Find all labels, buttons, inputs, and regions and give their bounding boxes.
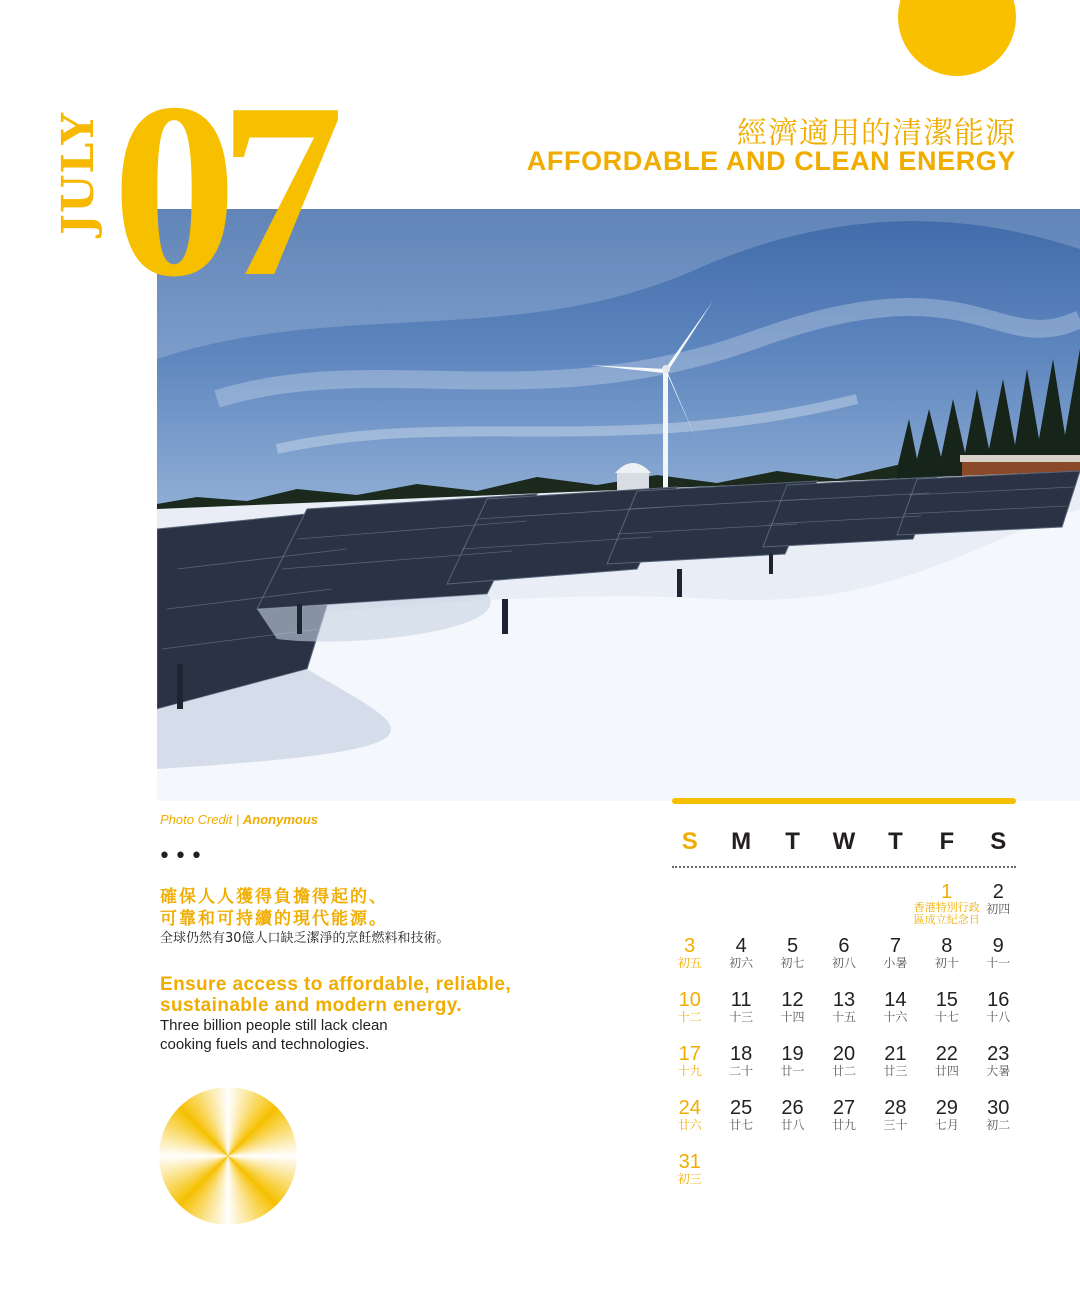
month-name: JULY bbox=[52, 111, 104, 235]
decorative-circle-top bbox=[898, 0, 1016, 76]
calendar-week-row bbox=[664, 990, 1024, 1044]
calendar-day-cell bbox=[921, 936, 972, 990]
goal-description-zh bbox=[160, 886, 580, 948]
calendar-day-number: 20 bbox=[832, 1043, 856, 1065]
goal-heading-zh-line1: 確保人人獲得負擔得起的、 bbox=[160, 887, 388, 907]
page-title-en: AFFORDABLE AND CLEAN ENERGY bbox=[526, 146, 1016, 176]
calendar-lunar-date: 二十 bbox=[729, 1064, 754, 1078]
calendar-day-number: 13 bbox=[832, 989, 856, 1011]
calendar-lunar-date: 七月 bbox=[934, 1118, 959, 1132]
calendar-empty-cell bbox=[715, 1152, 766, 1206]
calendar-day-cell bbox=[921, 1098, 972, 1152]
calendar-lunar-date: 廿三 bbox=[883, 1064, 908, 1078]
weekday-saturday: S bbox=[990, 828, 1007, 855]
calendar-day-cell bbox=[715, 990, 766, 1044]
calendar-empty-cell bbox=[664, 882, 715, 936]
calendar-lunar-date: 初八 bbox=[831, 956, 856, 970]
calendar-empty-cell bbox=[818, 1152, 869, 1206]
calendar-day-number: 9 bbox=[992, 935, 1004, 957]
calendar-day-cell bbox=[715, 1098, 766, 1152]
calendar-day-number: 4 bbox=[735, 935, 747, 957]
calendar-lunar-date: 廿六 bbox=[677, 1118, 702, 1132]
calendar-lunar-date: 十九 bbox=[677, 1064, 702, 1078]
calendar-week-row bbox=[664, 1152, 1024, 1206]
calendar-day-cell bbox=[921, 990, 972, 1044]
calendar-day-number: 2 bbox=[992, 881, 1004, 903]
calendar-lunar-date: 三十 bbox=[883, 1118, 908, 1132]
calendar-lunar-date: 初六 bbox=[729, 956, 754, 970]
calendar-lunar-date: 廿一 bbox=[780, 1064, 805, 1078]
calendar-day-number: 31 bbox=[678, 1151, 701, 1173]
calendar-grid bbox=[664, 882, 1024, 1206]
calendar-day-cell bbox=[664, 936, 715, 990]
calendar-lunar-date: 初三 bbox=[677, 1172, 702, 1186]
calendar-day-number: 6 bbox=[838, 935, 850, 957]
calendar-lunar-date: 十一 bbox=[986, 956, 1011, 970]
calendar-empty-cell bbox=[921, 1152, 972, 1206]
calendar-day-number: 7 bbox=[889, 935, 901, 957]
photo-credit bbox=[160, 812, 318, 827]
photo-credit-label: Photo Credit bbox=[160, 812, 233, 827]
calendar-day-number: 16 bbox=[987, 989, 1010, 1011]
month-number: 07 bbox=[112, 52, 326, 329]
calendar-day-cell bbox=[870, 936, 921, 990]
calendar-empty-cell bbox=[870, 1152, 921, 1206]
calendar-lunar-date: 小暑 bbox=[883, 956, 908, 970]
calendar-day-number: 19 bbox=[781, 1043, 804, 1065]
calendar-lunar-date: 十八 bbox=[986, 1010, 1011, 1024]
calendar-day-number: 22 bbox=[935, 1043, 958, 1065]
calendar-day-cell bbox=[973, 1098, 1024, 1152]
calendar-lunar-date: 初十 bbox=[934, 956, 959, 970]
calendar-day-number: 17 bbox=[678, 1043, 701, 1065]
goal-description-en bbox=[160, 974, 580, 1054]
calendar-day-cell bbox=[767, 990, 818, 1044]
calendar-day-number: 21 bbox=[884, 1043, 907, 1065]
calendar-day-cell bbox=[973, 990, 1024, 1044]
calendar-lunar-date: 十七 bbox=[934, 1010, 959, 1024]
calendar-lunar-date: 廿八 bbox=[780, 1118, 805, 1132]
calendar-day-number: 5 bbox=[786, 935, 799, 957]
calendar-lunar-date: 十四 bbox=[780, 1010, 805, 1024]
calendar-day-cell bbox=[767, 936, 818, 990]
calendar-lunar-date: 廿七 bbox=[729, 1118, 754, 1132]
calendar-day-cell bbox=[870, 990, 921, 1044]
calendar-day-cell bbox=[870, 1044, 921, 1098]
calendar-lunar-date: 十三 bbox=[729, 1010, 754, 1024]
calendar-day-number: 14 bbox=[884, 989, 907, 1011]
calendar-day-number: 1 bbox=[941, 881, 953, 903]
photo-credit-separator: | bbox=[235, 812, 240, 827]
calendar-empty-cell bbox=[973, 1152, 1024, 1206]
calendar-lunar-date: 十二 bbox=[677, 1010, 702, 1024]
calendar-lunar-date: 初四 bbox=[986, 902, 1011, 916]
calendar-day-cell bbox=[664, 1152, 715, 1206]
calendar-day-cell bbox=[715, 936, 766, 990]
calendar-week-row bbox=[664, 936, 1024, 990]
goal-body-en-line1: Three billion people still lack clean bbox=[160, 1017, 388, 1034]
weekday-thursday: T bbox=[888, 828, 903, 855]
calendar-lunar-date: 廿九 bbox=[831, 1118, 856, 1132]
calendar-day-number: 27 bbox=[832, 1097, 856, 1119]
weekday-monday: M bbox=[731, 828, 752, 855]
calendar-dotted-divider bbox=[672, 866, 1016, 868]
calendar-empty-cell bbox=[767, 1152, 818, 1206]
calendar-day-number: 23 bbox=[987, 1043, 1010, 1065]
calendar-day-cell bbox=[818, 990, 869, 1044]
calendar-day-cell bbox=[973, 936, 1024, 990]
calendar-lunar-date: 初五 bbox=[677, 956, 702, 970]
calendar-day-number: 30 bbox=[987, 1097, 1010, 1119]
calendar-week-row bbox=[664, 882, 1024, 936]
calendar-day-cell bbox=[664, 990, 715, 1044]
calendar-lunar-date: 大暑 bbox=[986, 1064, 1011, 1078]
goal-heading-en-line1: Ensure access to affordable, reliable, bbox=[160, 974, 512, 995]
calendar-day-number: 8 bbox=[941, 935, 953, 957]
calendar-empty-cell bbox=[715, 882, 766, 936]
calendar-empty-cell bbox=[818, 882, 869, 936]
calendar-day-number: 24 bbox=[678, 1097, 701, 1119]
calendar-day-number: 15 bbox=[935, 989, 958, 1011]
goal-heading-zh-line2: 可靠和可持續的現代能源。 bbox=[160, 909, 388, 929]
calendar-empty-cell bbox=[767, 882, 818, 936]
calendar-day-cell bbox=[664, 1044, 715, 1098]
goal-heading-en-line2: sustainable and modern energy. bbox=[160, 995, 463, 1016]
calendar-day-number: 26 bbox=[781, 1097, 804, 1119]
goal-body-zh: 全球仍然有30億人口缺乏潔淨的烹飪燃料和技術。 bbox=[160, 931, 450, 946]
calendar-lunar-date: 十六 bbox=[883, 1010, 908, 1024]
calendar-day-cell bbox=[973, 882, 1024, 936]
calendar-day-number: 25 bbox=[730, 1097, 753, 1119]
weekday-friday: F bbox=[939, 828, 955, 855]
calendar-day-number: 28 bbox=[884, 1097, 907, 1119]
calendar-day-cell bbox=[921, 1044, 972, 1098]
calendar-day-number: 29 bbox=[935, 1097, 958, 1119]
calendar-day-cell bbox=[973, 1044, 1024, 1098]
calendar-day-number: 10 bbox=[678, 989, 701, 1011]
calendar-day-cell bbox=[767, 1098, 818, 1152]
calendar-holiday-label: 香港特別行政區成立紀念日 bbox=[913, 901, 980, 926]
calendar-day-number: 12 bbox=[781, 989, 804, 1011]
calendar-week-row bbox=[664, 1098, 1024, 1152]
calendar-day-number: 3 bbox=[684, 935, 696, 957]
calendar-lunar-date: 十五 bbox=[831, 1010, 856, 1024]
calendar-lunar-date: 廿二 bbox=[831, 1064, 856, 1078]
calendar-day-cell bbox=[818, 1098, 869, 1152]
decorative-circle-bottom bbox=[159, 1087, 297, 1225]
calendar-day-number: 18 bbox=[730, 1043, 753, 1065]
calendar-lunar-date: 初七 bbox=[780, 956, 805, 970]
goal-body-en-line2: cooking fuels and technologies. bbox=[160, 1036, 370, 1053]
calendar-weekday-header bbox=[664, 828, 1024, 856]
weekday-wednesday: W bbox=[832, 828, 856, 855]
calendar-lunar-date: 初二 bbox=[986, 1118, 1011, 1132]
calendar-week-row bbox=[664, 1044, 1024, 1098]
decorative-dots: ••• bbox=[158, 844, 206, 869]
calendar-day-cell bbox=[715, 1044, 766, 1098]
calendar-day-cell bbox=[818, 1044, 869, 1098]
calendar-top-bar bbox=[672, 798, 1016, 804]
calendar-lunar-date: 廿四 bbox=[934, 1064, 959, 1078]
calendar-day-cell bbox=[818, 936, 869, 990]
calendar-day-cell bbox=[664, 1098, 715, 1152]
calendar-day-cell bbox=[870, 1098, 921, 1152]
photo-credit-name: Anonymous bbox=[242, 812, 319, 827]
weekday-tuesday: T bbox=[785, 828, 800, 855]
calendar-day-cell bbox=[767, 1044, 818, 1098]
weekday-sunday: S bbox=[681, 828, 698, 855]
calendar-day-number: 11 bbox=[730, 989, 752, 1011]
page-title-zh: 經濟適用的清潔能源 bbox=[737, 116, 1016, 151]
